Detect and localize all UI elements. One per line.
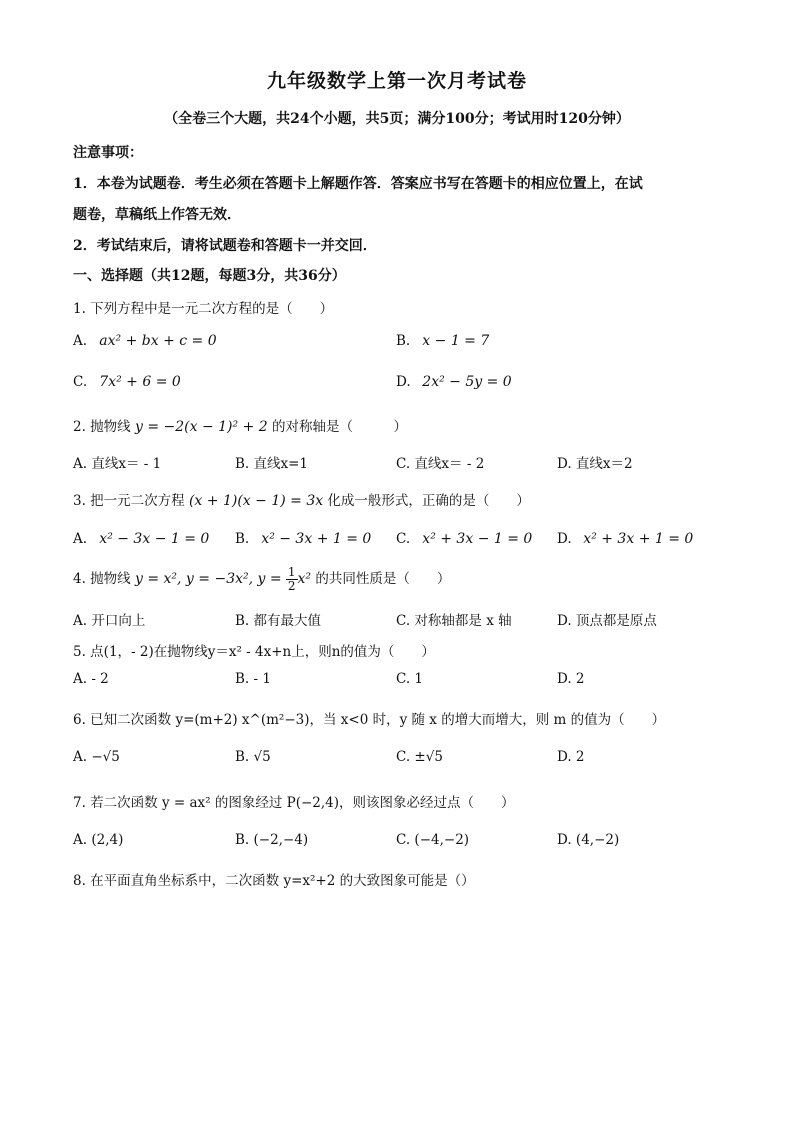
q3-option-d — [557, 531, 693, 547]
option-math: x² − 3x + 1 = 0 — [261, 531, 372, 547]
notes-heading: 注意事项： — [73, 145, 143, 161]
notes-item-1-line-2: 题卷，草稿纸上作答无效． — [73, 207, 241, 223]
option-math: ax² + bx + c = 0 — [99, 333, 217, 349]
q7-option-a: A. (2,4) — [73, 832, 124, 848]
option-math: 7x² + 6 = 0 — [99, 374, 181, 390]
q6-option-d: D. 2 — [557, 749, 585, 765]
q6-option-c: C. ±√5 — [396, 749, 443, 765]
q5-option-a: A. - 2 — [73, 671, 109, 687]
stem-math: (x + 1)(x − 1) = 3x — [188, 493, 324, 509]
question-8-stem: 8. 在平面直角坐标系中，二次函数 y=x²+2 的大致图象可能是（） — [73, 873, 475, 889]
q5-option-c: C. 1 — [396, 671, 424, 687]
question-7-stem: 7. 若二次函数 y = ax² 的图象经过 P(−2,4)，则该图象必经过点（ ） — [73, 795, 515, 811]
notes-item-1-line-1: 1．本卷为试题卷．考生必须在答题卡上解题作答．答案应书写在答题卡的相应位置上，在试 — [73, 176, 643, 192]
option-label: A. — [73, 531, 88, 547]
option-label: B. — [396, 333, 411, 349]
option-math: x² + 3x + 1 = 0 — [583, 531, 694, 547]
question-1-stem: 1. 下列方程中是一元二次方程的是（ ） — [73, 301, 334, 317]
option-label: C. — [73, 374, 88, 390]
fraction-denominator: 2 — [287, 579, 296, 593]
stem-text: 化成一般形式，正确的是（ ） — [327, 493, 530, 509]
option-label: D. — [396, 374, 411, 390]
option-math: x² − 3x − 1 = 0 — [99, 531, 210, 547]
q4-option-c: C. 对称轴都是 x 轴 — [396, 613, 512, 629]
q2-option-b: B. 直线x=1 — [235, 456, 309, 472]
stem-text: 3. 把一元二次方程 — [73, 493, 185, 509]
option-label: D. — [557, 531, 572, 547]
option-math: x − 1 = 7 — [422, 333, 490, 349]
stem-text: 4. 抛物线 — [73, 571, 131, 587]
q1-option-d — [396, 374, 512, 390]
option-label: C. — [396, 531, 411, 547]
question-4-stem — [73, 566, 450, 593]
question-3-stem — [73, 489, 530, 509]
stem-math: y = x², y = −3x², y = — [134, 571, 282, 587]
q2-option-a: A. 直线x＝ - 1 — [73, 456, 162, 472]
option-label: B. — [235, 531, 250, 547]
page-subtitle: （全卷三个大题，共24个小题，共5页；满分100分；考试用时120分钟） — [164, 111, 630, 127]
q7-option-d: D. (4,−2) — [557, 832, 620, 848]
q3-option-c — [396, 531, 532, 547]
q3-option-a — [73, 531, 209, 547]
stem-math: y = −2(x − 1)² + 2 — [134, 419, 268, 435]
notes-item-2: 2．考试结束后，请将试题卷和答题卡一并交回． — [73, 238, 377, 254]
q6-option-b: B. √5 — [235, 749, 271, 765]
q7-option-c: C. (−4,−2) — [396, 832, 470, 848]
q7-option-b: B. (−2,−4) — [235, 832, 309, 848]
q1-option-a — [73, 333, 217, 349]
stem-text: 的共同性质是（ ） — [315, 571, 451, 587]
option-label: A. — [73, 333, 88, 349]
question-6-stem: 6. 已知二次函数 y=(m+2) x^(m²−3)，当 x<0 时，y 随 x 的增大而增大，则 m 的值为（ ） — [73, 712, 666, 728]
section-heading: 一、选择题（共12题，每题3分，共36分） — [73, 268, 346, 284]
option-math: x² + 3x − 1 = 0 — [422, 531, 533, 547]
q4-option-b: B. 都有最大值 — [235, 613, 322, 629]
q4-option-d: D. 顶点都是原点 — [557, 613, 657, 629]
stem-text: 2. 抛物线 — [73, 419, 131, 435]
stem-text: 的对称轴是（ ） — [271, 419, 407, 435]
question-5-stem: 5. 点(1，- 2)在抛物线y＝x² - 4x+n上，则n的值为（ ） — [73, 644, 435, 660]
fraction — [286, 566, 298, 593]
q4-option-a: A. 开口向上 — [73, 613, 146, 629]
q3-option-b — [235, 531, 371, 547]
q2-option-c: C. 直线x＝ - 2 — [396, 456, 485, 472]
q5-option-d: D. 2 — [557, 671, 585, 687]
stem-math: x² — [297, 571, 312, 587]
q6-option-a: A. −√5 — [73, 749, 120, 765]
fraction-numerator: 1 — [287, 565, 296, 579]
q1-option-c — [73, 374, 181, 390]
q1-option-b — [396, 333, 489, 349]
page-title: 九年级数学上第一次月考试卷 — [266, 70, 527, 92]
option-math: 2x² − 5y = 0 — [422, 374, 512, 390]
question-2-stem — [73, 415, 407, 435]
q5-option-b: B. - 1 — [235, 671, 271, 687]
q2-option-d: D. 直线x＝2 — [557, 456, 633, 472]
